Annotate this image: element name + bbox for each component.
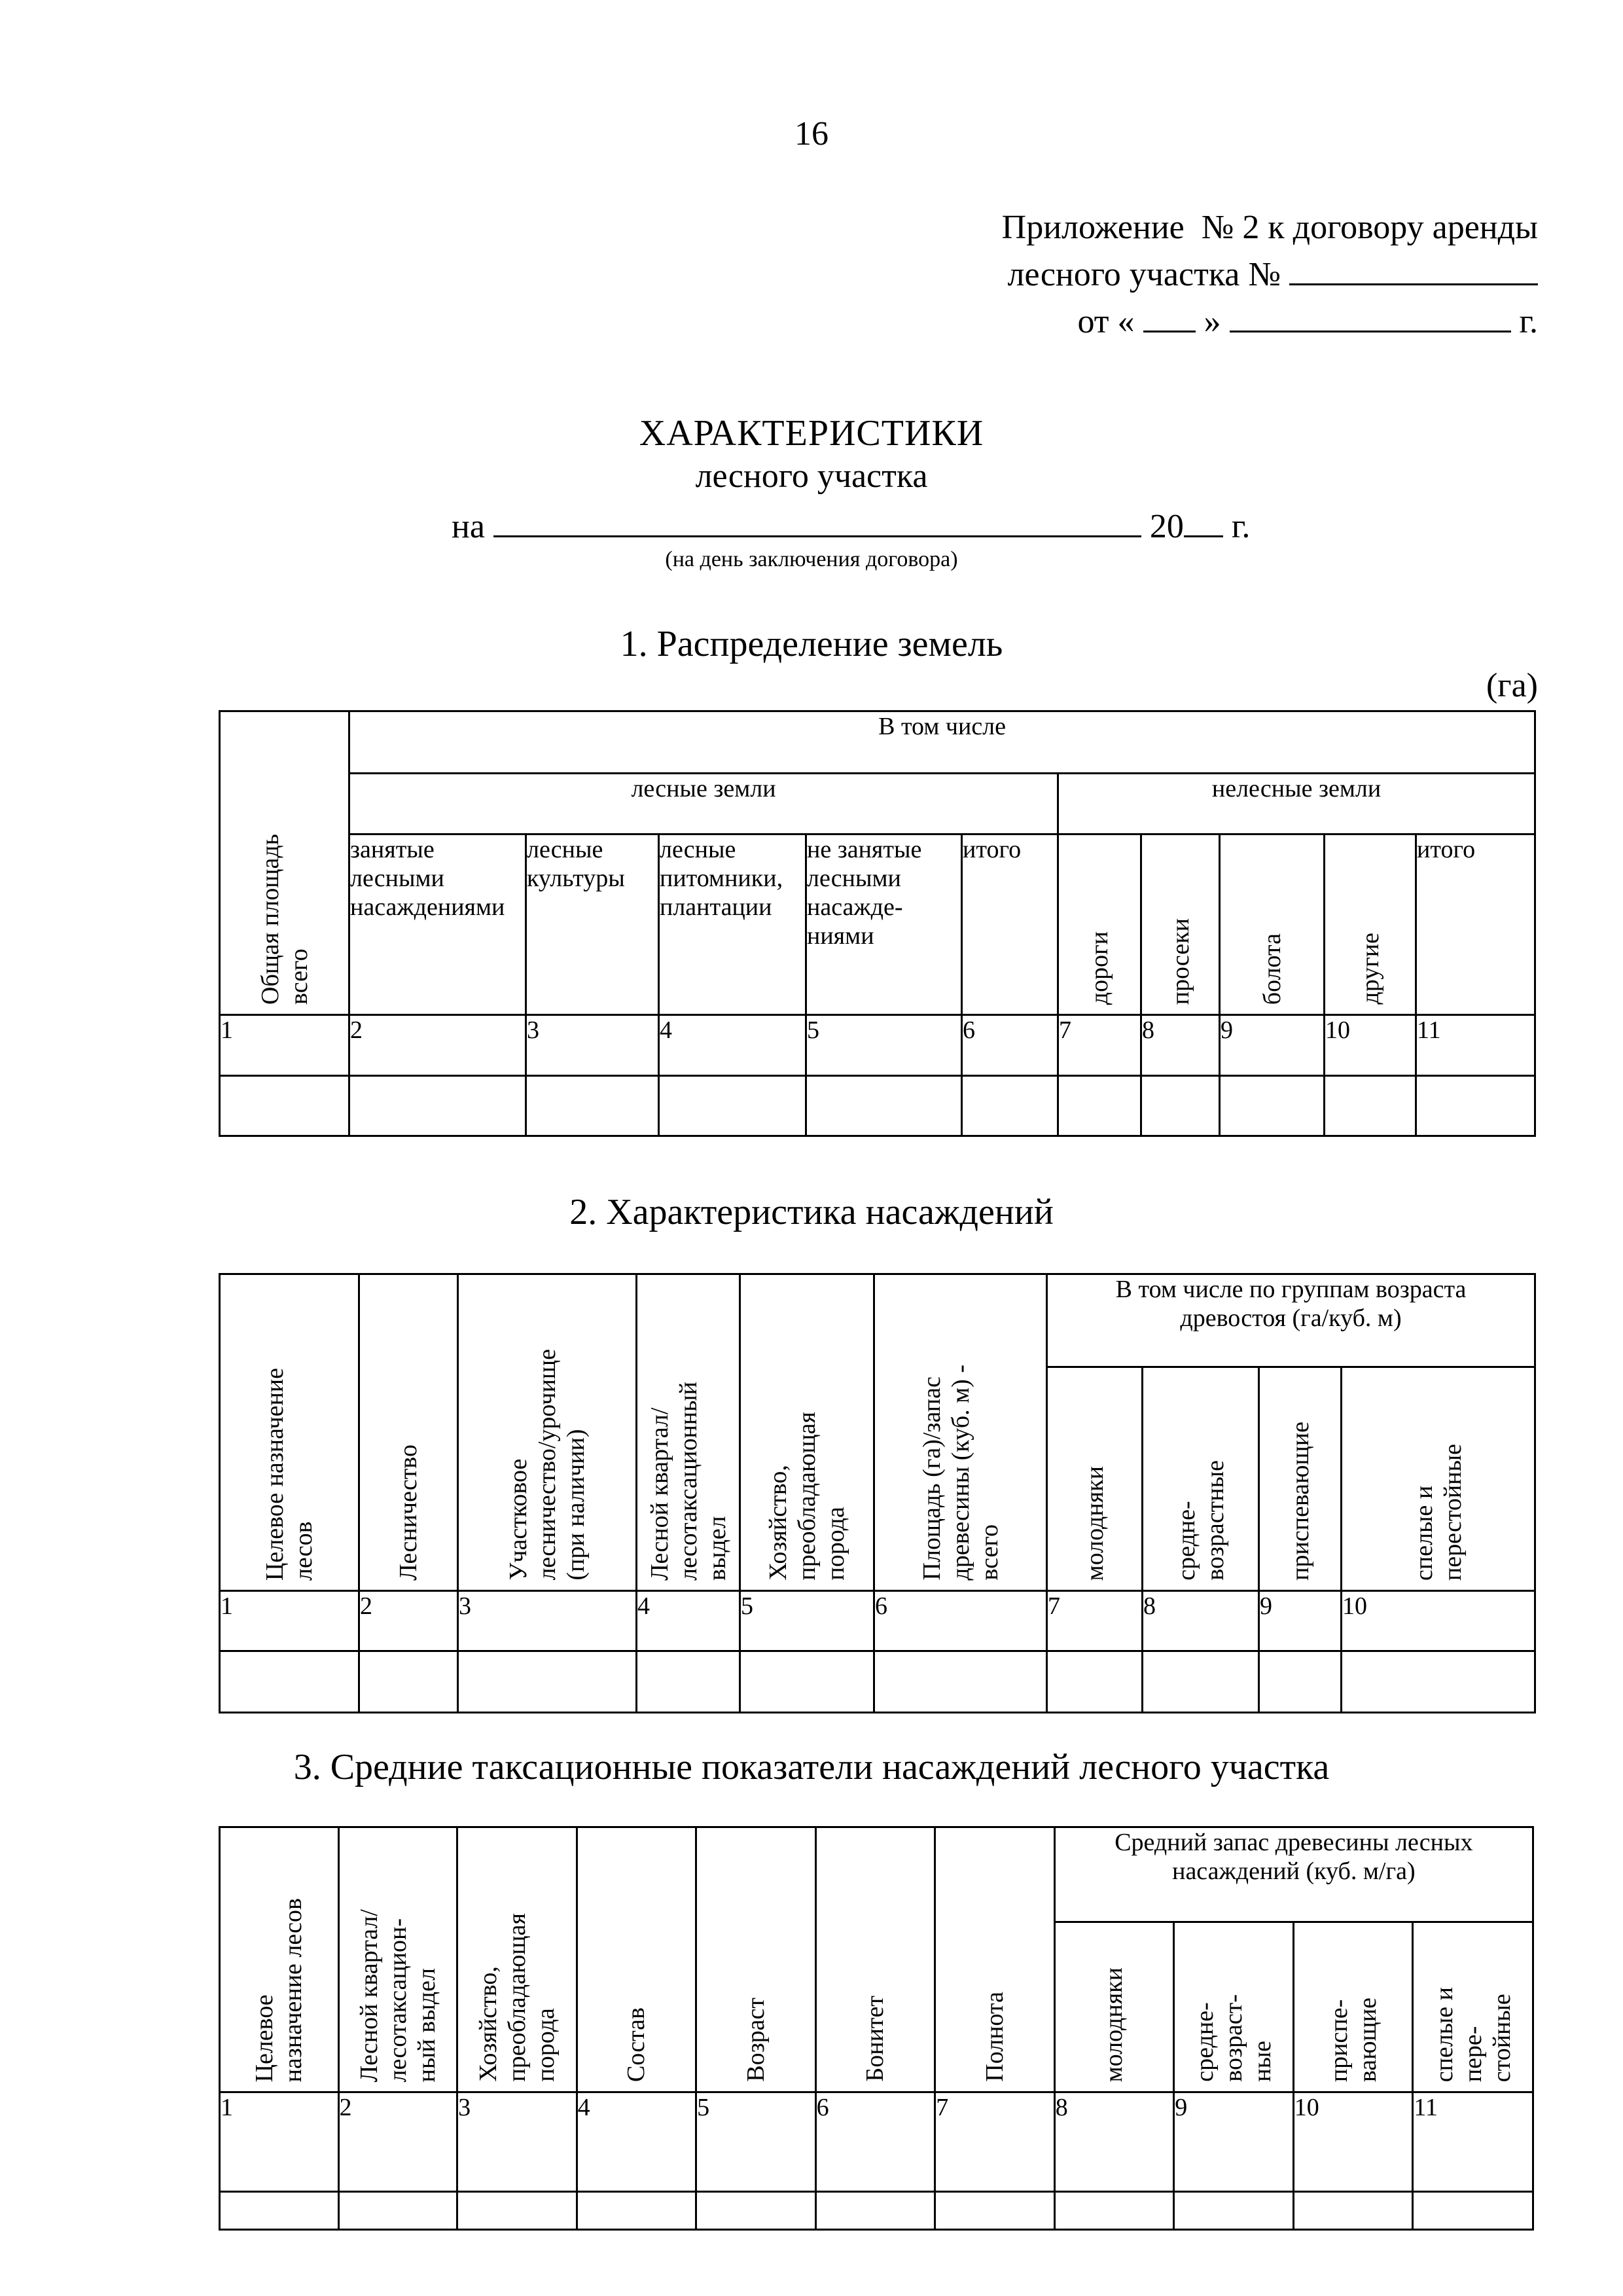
col-number: 1 [220,2092,339,2192]
empty-cell[interactable] [1259,1651,1342,1713]
col-nurseries: лесные питомники, плантации [659,834,806,1015]
date-line: на 20 г. [452,504,1250,546]
empty-cell[interactable] [806,1076,962,1136]
age-groups-header: В том числе по группам возраста древостоя (га/куб. м) [1047,1274,1535,1367]
col-number: 7 [1058,1015,1141,1076]
date-note: (на день заключения договора) [665,547,958,571]
col-number: 9 [1259,1591,1342,1651]
col-number: 3 [526,1015,659,1076]
col-number: 9 [1220,1015,1325,1076]
col-mature: спелые и перестойные [1342,1367,1535,1591]
plantings-table [219,1273,1536,1713]
empty-cell[interactable] [1141,1076,1220,1136]
col-other: другие [1325,834,1416,1015]
appendix-block [1002,204,1538,346]
col-number: 3 [457,2092,577,2192]
empty-cell[interactable] [1054,2192,1174,2230]
col-number: 10 [1293,2092,1413,2192]
col-number: 1 [220,1591,359,1651]
empty-cell[interactable] [1143,1651,1259,1713]
col-number: 2 [349,1015,526,1076]
col-forestry: Лесничество [359,1274,458,1591]
col-bonitet: Бонитет [815,1827,935,2092]
col-number: 8 [1143,1591,1259,1651]
col-middle-aged: средне- возрастные [1143,1367,1259,1591]
empty-cell[interactable] [457,2192,577,2230]
col-roads: дороги [1058,834,1141,1015]
empty-cell[interactable] [526,1076,659,1136]
col-age: Возраст [696,1827,816,2092]
col-swamps: болота [1220,834,1325,1015]
empty-cell[interactable] [696,2192,816,2230]
document-title: ХАРАКТЕРИСТИКИ [639,413,984,454]
empty-cell[interactable] [659,1076,806,1136]
month-blank[interactable] [1230,299,1511,332]
col-number: 2 [359,1591,458,1651]
forest-lands-header: лесные земли [349,774,1058,834]
col-forest-cultures: лесные культуры [526,834,659,1015]
col-mature: спелые и пере- стойные [1413,1922,1533,2092]
empty-cell[interactable] [1342,1651,1535,1713]
date-blank[interactable] [493,504,1141,537]
empty-cell[interactable] [1058,1076,1141,1136]
year-blank[interactable] [1184,504,1223,537]
col-quarter: Лесной квартал/ лесотаксационный выдел [637,1274,740,1591]
empty-cell[interactable] [935,2192,1055,2230]
col-number: 5 [696,2092,816,2192]
empty-cell[interactable] [815,2192,935,2230]
col-number: 4 [659,1015,806,1076]
contract-number-blank[interactable] [1289,252,1538,285]
col-number: 8 [1054,2092,1174,2192]
col-number: 10 [1342,1591,1535,1651]
col-number: 4 [637,1591,740,1651]
empty-cell[interactable] [1325,1076,1416,1136]
empty-cell[interactable] [349,1076,526,1136]
col-number: 3 [458,1591,637,1651]
empty-cell[interactable] [458,1651,637,1713]
empty-cell[interactable] [1174,2192,1294,2230]
appendix-line2: лесного участка № [1002,251,1538,298]
col-number: 7 [1047,1591,1143,1651]
empty-cell[interactable] [1047,1651,1143,1713]
col-maturing: приспе- вающие [1293,1922,1413,2092]
col-number: 11 [1416,1015,1535,1076]
col-number: 8 [1141,1015,1220,1076]
including-header: В том числе [349,711,1535,774]
taxation-table [219,1826,1534,2231]
col-number: 7 [935,2092,1055,2192]
empty-cell[interactable] [1413,2192,1533,2230]
empty-cell[interactable] [740,1651,874,1713]
col-clearings: просеки [1141,834,1220,1015]
col-number: 6 [874,1591,1047,1651]
col-middle-aged: средне- возраст- ные [1174,1922,1294,2092]
col-number: 6 [815,2092,935,2192]
nonforest-lands-header: нелесные земли [1058,774,1535,834]
col-number: 2 [338,2092,457,2192]
land-distribution-table [219,710,1536,1137]
section3-title: 3. Средние таксационные показатели насаждений лесного участка [293,1747,1330,1787]
empty-cell[interactable] [577,2192,696,2230]
avg-stock-header: Средний запас древесины лесных насаждений (куб. м/га) [1054,1827,1533,1922]
col-number: 11 [1413,2092,1533,2192]
col-number: 1 [220,1015,349,1076]
col-not-occupied: не занятые лесными насажде- ниями [806,834,962,1015]
empty-cell[interactable] [637,1651,740,1713]
col-young: молодняки [1047,1367,1143,1591]
col-number: 10 [1325,1015,1416,1076]
col-occupied-by-plantings: занятые лесными насаждениями [349,834,526,1015]
col-area-stock: Площадь (га)/запас древесины (куб. м) - всего [874,1274,1047,1591]
col-young: молодняки [1054,1922,1174,2092]
page-number: 16 [794,115,829,152]
appendix-line3: от « » г. [1002,298,1538,346]
col-nonforest-total: итого [1416,834,1535,1015]
document-subtitle: лесного участка [695,457,928,495]
col-total-area: Общая площадь всего [220,711,349,1015]
section2-title: 2. Характеристика насаждений [569,1192,1054,1232]
col-density: Полнота [935,1827,1055,2092]
empty-cell[interactable] [874,1651,1047,1713]
col-number: 5 [740,1591,874,1651]
empty-cell[interactable] [220,2192,339,2230]
empty-cell[interactable] [1220,1076,1325,1136]
col-forest-total: итого [962,834,1058,1015]
col-district-forestry: Участковое лесничество/урочище (при наличии) [458,1274,637,1591]
col-maturing: приспевающие [1259,1367,1342,1591]
empty-cell[interactable] [220,1651,359,1713]
day-blank[interactable] [1143,299,1196,332]
empty-cell[interactable] [338,2192,457,2230]
empty-cell[interactable] [1416,1076,1535,1136]
section1-unit: (га) [1486,667,1538,704]
empty-cell[interactable] [1293,2192,1413,2230]
col-quarter: Лесной квартал/ лесотаксацион- ный выдел [338,1827,457,2092]
col-number: 9 [1174,2092,1294,2192]
empty-cell[interactable] [220,1076,349,1136]
col-purpose: Целевое назначение лесов [220,1827,339,2092]
empty-cell[interactable] [962,1076,1058,1136]
col-number: 5 [806,1015,962,1076]
col-dominant-species: Хозяйство, преобладающая порода [740,1274,874,1591]
col-dominant-species: Хозяйство, преобладающая порода [457,1827,577,2092]
col-number: 6 [962,1015,1058,1076]
col-number: 4 [577,2092,696,2192]
appendix-line1: Приложение № 2 к договору аренды [1001,209,1538,246]
empty-cell[interactable] [359,1651,458,1713]
section1-title: 1. Распределение земель [620,624,1003,664]
col-purpose: Целевое назначение лесов [220,1274,359,1591]
col-composition: Состав [577,1827,696,2092]
